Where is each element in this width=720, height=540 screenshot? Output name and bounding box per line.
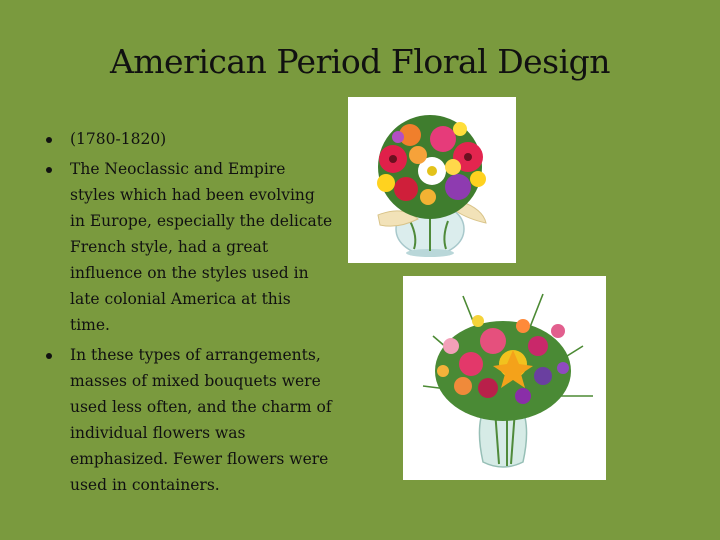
bullet-item [44,156,334,338]
bullet-dot-icon [46,353,52,359]
bullet-text: (1780-1820) [70,130,167,148]
bullet-list [44,126,334,502]
bouquet-bowl-illustration [348,97,516,263]
bullet-text: In these types of arrangements, masses of mixed bouquets were used less often, and the charm of individual flowers was emphasized. Fewer flowers were used in containers. [70,346,332,494]
bouquet-photo-bowl [348,97,516,263]
bullet-dot-icon [46,167,52,173]
bullet-text: The Neoclassic and Empire styles which had been evolving in Europe, especially the delicate French style, had a great influence on the styles used in late colonial America at this time. [70,160,333,334]
bouquet-photo-vase [403,276,606,480]
slide-title: American Period Floral Design [109,42,611,81]
bullet-dot-icon [46,137,52,143]
bouquet-vase-illustration [403,276,606,480]
bullet-item [44,126,334,152]
bullet-item [44,342,334,498]
